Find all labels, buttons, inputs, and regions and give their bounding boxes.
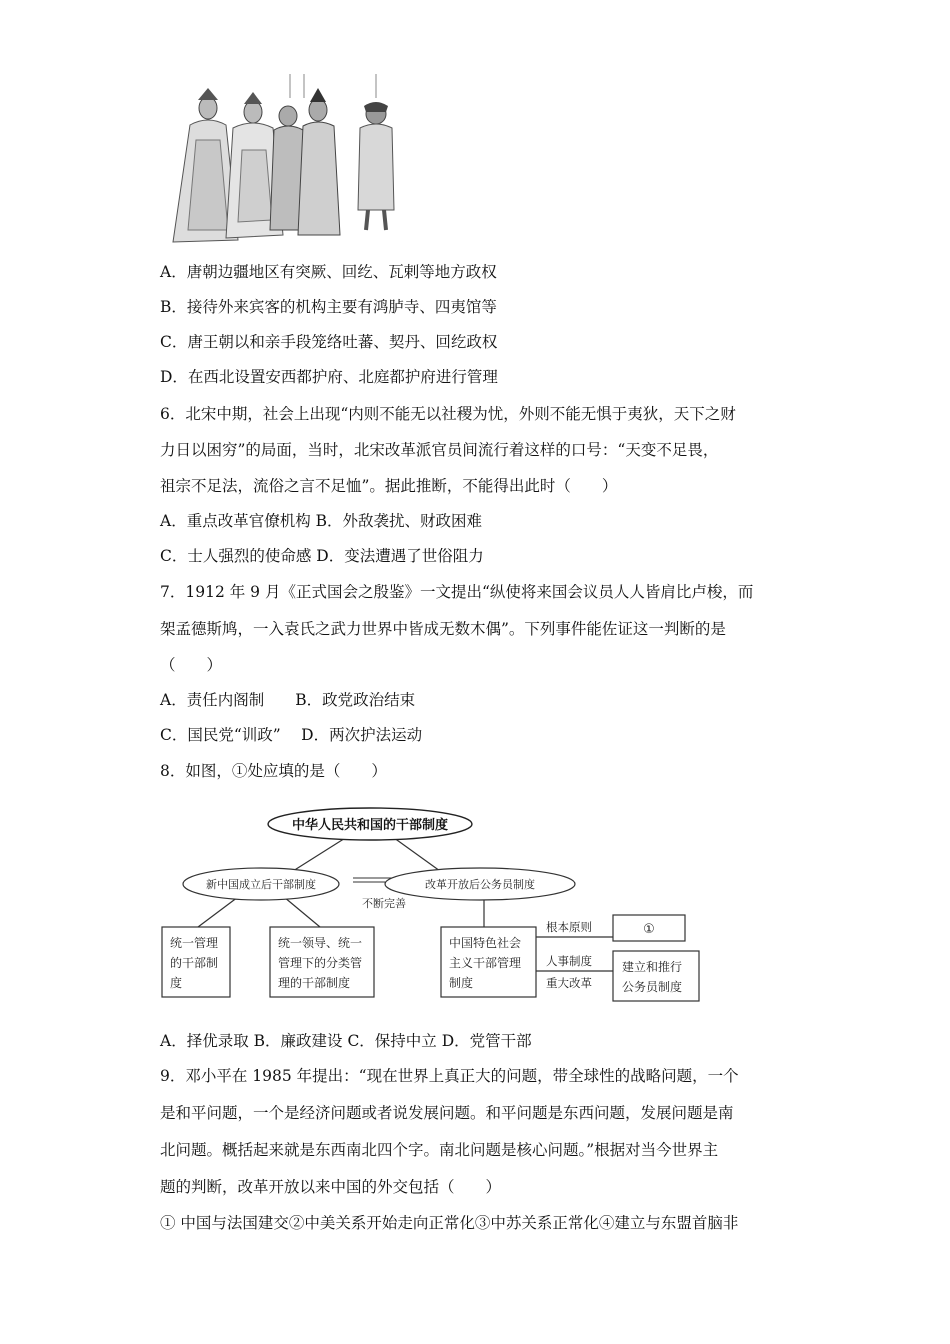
q7-stem-line3: （ ） (160, 656, 223, 674)
label-fundamental-principle: 根本原则 (546, 920, 592, 934)
q9-choices-line: ① 中国与法国建交②中美关系开始走向正常化③中苏关系正常化④建立与东盟首脑非 (160, 1214, 739, 1232)
box1-line2: 的干部制 (170, 956, 219, 970)
q6-options-ab: A．重点改革官僚机构 B．外敌袭扰、财政困难 (160, 512, 483, 530)
q6-options-cd: C．士人强烈的使命感 D．变法遭遇了世俗阻力 (160, 547, 484, 565)
top-ellipse-label: 中华人民共和国的干部制度 (291, 818, 449, 833)
cadre-system-diagram (158, 805, 703, 1005)
historical-figures-illustration (158, 70, 398, 250)
q6-stem-line1: 6．北宋中期，社会上出现“内则不能无以社稷为忧，外则不能无惧于夷狄，天下之财 (160, 405, 736, 423)
q7-stem-line2: 架孟德斯鸠，一入袁氏之武力世界中皆成无数木偶”。下列事件能佐证这一判断的是 (160, 620, 726, 638)
q7-options-ab: A．责任内阁制 B．政党政治结束 (160, 691, 416, 709)
q5-option-c: C．唐王朝以和亲手段笼络吐蕃、契丹、回纥政权 (160, 333, 498, 351)
box2-line1: 统一领导、统一 (278, 936, 363, 950)
left-ellipse-label: 新中国成立后干部制度 (206, 878, 316, 891)
label-personnel-system: 人事制度 (546, 954, 592, 968)
q5-option-b: B．接待外来宾客的机构主要有鸿胪寺、四夷馆等 (160, 298, 497, 316)
q5-option-a: A．唐朝边疆地区有突厥、回纥、瓦剌等地方政权 (160, 263, 497, 281)
q9-stem-line3: 北问题。概括起来就是东西南北四个字。南北问题是核心问题。”根据对当今世界主 (160, 1141, 719, 1159)
q6-stem-line2: 力日以困穷”的局面，当时，北宋改革派官员间流行着这样的口号：“天变不足畏， (160, 441, 719, 459)
q7-stem-line1: 7．1912 年 9 月《正式国会之殷鉴》一文提出“纵使将来国会议员人人皆肩比卢梭，而 (160, 583, 754, 601)
q9-stem-line2: 是和平问题，一个是经济问题或者说发展问题。和平问题是东西问题，发展问题是南 (160, 1104, 734, 1122)
q8-stem: 8．如图，①处应填的是（ ） (160, 762, 387, 780)
box2-line2: 管理下的分类管 (278, 956, 363, 970)
q6-stem-line3: 祖宗不足法，流俗之言不足恤”。据此推断，不能得出此时（ ） (160, 477, 618, 495)
box5-line1: 建立和推行 (622, 960, 683, 974)
box3-line1: 中国特色社会 (449, 936, 522, 950)
box5-line2: 公务员制度 (622, 980, 683, 994)
q8-options: A．择优录取 B．廉政建设 C．保持中立 D．党管干部 (160, 1032, 532, 1050)
q9-stem-line1: 9．邓小平在 1985 年提出：“现在世界上真正大的问题，带全球性的战略问题，一个 (160, 1067, 739, 1085)
box3-line2: 主义干部管理 (449, 956, 522, 970)
blank-circle-one: ① (643, 922, 655, 937)
q9-stem-line4: 题的判断，改革开放以来中国的外交包括（ ） (160, 1178, 502, 1196)
box2-line3: 理的干部制度 (278, 976, 351, 990)
right-ellipse-label: 改革开放后公务员制度 (425, 878, 535, 891)
box3-line3: 制度 (449, 976, 474, 990)
box1-line3: 度 (170, 976, 183, 990)
box1-line1: 统一管理 (170, 936, 219, 950)
arrow-label: 不断完善 (362, 897, 406, 910)
q5-option-d: D．在西北设置安西都护府、北庭都护府进行管理 (160, 368, 498, 386)
q7-options-cd: C．国民党“训政” D．两次护法运动 (160, 726, 423, 744)
label-major-reform: 重大改革 (546, 976, 592, 990)
